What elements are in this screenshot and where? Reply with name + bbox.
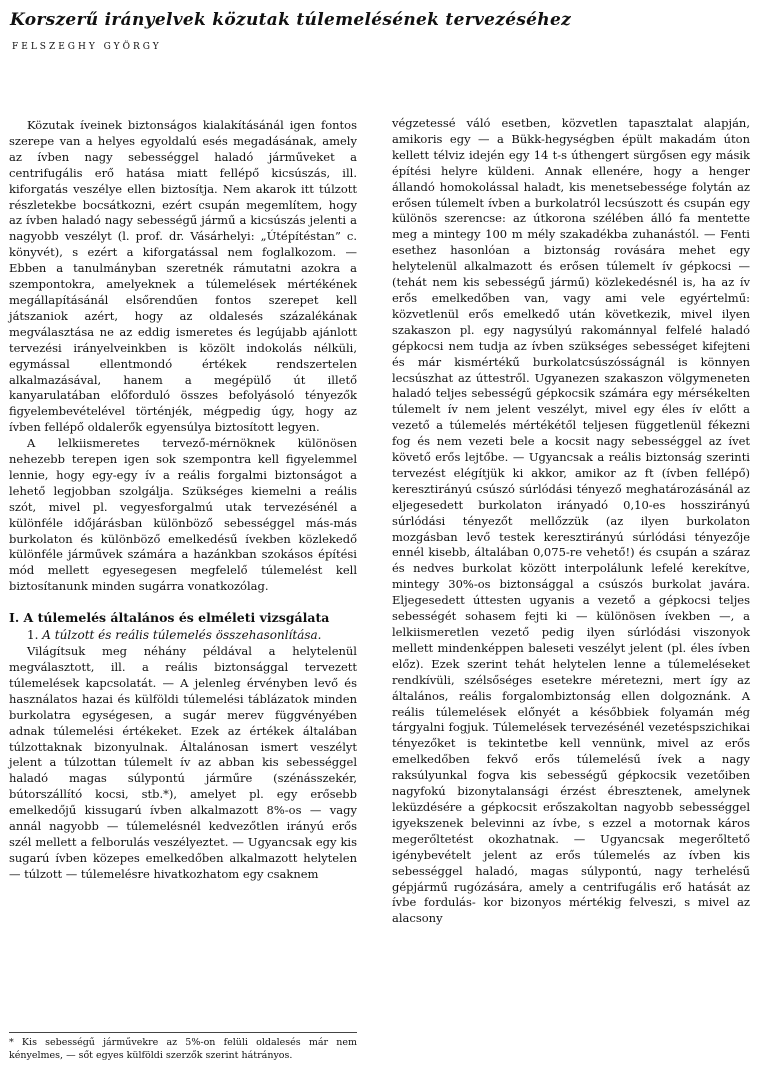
author-name: FELSZEGHY GYÖRGY — [12, 42, 162, 52]
body-paragraph: végzetessé váló esetben, közvetlen tapasztalat alapján, amikoris egy — a Bükk-hegységben épült makadám úton kellett télviz idején egy 14 t-s úthengert sürgősen egy másik építési helyre küldeni. Annak ellenére, hogy a henger állandó homokolással haladt, kis menetsebessége folytán az erősen túlemelt ívben a burkolatról lecsúszott és csupán egy különös szerencse: az útkorona szélében álló fa mentette meg a mintegy 100 m mély szakadékba zuhanástól. — Fenti esethez hasonlóan a biztonság rovására mehet egy helytelenül alkalmazott és erősen túlemelt ív gépkocsi — (tehát nem kis sebességű jármű) közlekedésnél is, ha az ív erős emelkedőben van, vagy ami vele egyértelmű: közvetlenül erős emelkedő után következik, mivel ilyen szakaszon pl. egy nagysúlyú rakománnyal felfelé haladó gépkocsi nem tudja az ívben szükséges sebességet kifejteni és már kismértékű burkolatcsúszósságnál is könnyen lecsúszhat az úttestről. Ugyanezen szakaszon völgymeneten haladó teljes sebességű gépkocsik számára egy mérsékelten túlemelt ív nem jelent veszélyt, mivel egy éles ív előtt a vezető a túlemelés mértékétől teljesen függetlenül fékezni fog és nem vezeti bele a kocsit nagy sebességgel az ívet követő erős lejtőbe. — Ugyancsak a reális biztonság szerinti tervezést elégítjük ki akkor, amikor az ft (ívben fellépő) keresztirányú csúszó súrlódási tényező meghatározásánál az eljegesedett burkolaton irányadó 0,10-es hosszirányú súrlódási tényezőt mellőzzük (az ilyen burkolaton mozgásban levő testek keresztirányú súrlódási tényezője ennél kisebb, általában 0,075-re vehető!) és csupán a száraz és nedves burkolat között interpolálunk lefelé kerekítve, mintegy 30%-os biztonsággal a csúszós burkolat javára. Eljegesedett úttesten ugyanis a vezető a gépkocsi teljes sebességét sohasem fejti ki — különösen ívekben —, a lelkiismeretlen vezető pedig ilyen súrlódási viszonyok mellett mindenképpen baleseti veszélyt jelent (pl. éles ívben előz). Ezek szerint tehát helytelen lenne a túlemeléseket rendkívüli, szélsőséges esetekre méretezni, mert így az általános, reális forgalombiztonság ellen dolgoznánk. A reális túlemelések előnyét a későbbiek folyamán még tárgyalni fogjuk. Túlemelések tervezésénél vezetéspszichikai tényezőket is tekintetbe kell vennünk, mivel az erős emelkedőben fekvő erős túlemelésű ívek a nagy raksúlyunkal fogva kis sebességű gépkocsik vezetőiben nagyfokú bizonytalansági érzést ébresztenek, amelynek leküzdésére a gépkocsit erőszakoltan nagyobb sebességgel igyekszenek belevinni az ívbe, s ezzel a motornak káros megerőltetést okozhatnak. — Ugyancsak megerőltető igénybevételt jelent az erős túlemelés az ívben kis sebességgel haladó, magas súlypontú, nagy terhelésű gépjármű rugózására, amely a centrifugális erő hatását az ívbe fordulás- kor bizonyos mértékig felveszi, s mivel az alacsony — [392, 116, 750, 926]
article-title: Korszerű irányelvek közutak túlemelésének tervezéséhez — [10, 10, 572, 30]
sub-heading-number: 1. — [27, 628, 39, 643]
footnote: * Kis sebességű járművekre az 5%-on felüli oldalesés már nem kényelmes, — sőt egyes külföldi szerzők szerint hátrányos. — [9, 1037, 357, 1061]
left-column — [9, 118, 357, 883]
sub-heading-text: A túlzott és reális túlemelés összehasonlítása. — [42, 628, 322, 643]
footnote-divider — [9, 1032, 357, 1033]
section-heading: I. A túlemelés általános és elméleti vizsgálata — [9, 610, 330, 626]
sub-heading — [9, 628, 357, 644]
body-paragraph: A lelkiismeretes tervező-mérnöknek különösen nehezebb terepen igen sok szempontra kell figyelemmel lennie, hogy egy-egy ív a reális forgalmi biztonságot a lehető legjobban szolgálja. Szükséges kiemelni a reális szót, mivel pl. vegyesforgalmú utak tervezésénél a különféle időjárásban különböző sebességgel más-más burkolaton és különböző emelkedésű ívekben közlekedő különféle járművek számára a hazánkban szokásos építési mód mellett egyesegesen megfelelő túlemelést kell biztosítanunk minden sugárra vonatkozólag. — [9, 436, 357, 594]
right-column — [392, 116, 750, 927]
body-paragraph: Világítsuk meg néhány példával a helytelenül megválasztott, ill. a reális biztonsággal tervezett túlemelések kapcsolatát. — A jelenleg érvényben levő és használatos hazai és külföldi túlemelési táblázatok minden burkolatra egységesen, a sugár merev függvényében adnak túlemelési értékeket. Ezek az értékek általában túlzottaknak bizonyulnak. Általánosan ismert veszélyt jelent a túlzottan túlemelt ív az abban kis sebességgel haladó magas súlypontú járműre (szénásszekér, bútorszállító kocsi, stb.*), amelyet pl. egy erősebb emelkedőjű kissugarú ívben alkalmazott 8%-os — vagy annál nagyobb — túlemelésnél kedvezőtlen irányú erős szél mellett a felborulás veszélyeztet. — Ugyancsak egy kis sugarú ívben közepes emelkedőben alkalmazott helytelen — túlzott — túlemelésre hivatkozhatom egy csaknem — [9, 644, 357, 881]
body-paragraph: Közutak íveinek biztonságos kialakításánál igen fontos szerepe van a helyes egyoldalú esés megadásának, amely az ívben nagy sebességgel haladó járműveket a centrifugális erő hatása miatt fellépő kicsúszás, ill. kiforgatás veszélye ellen biztosítja. Nem akarok itt túlzott részletekbe bocsátkozni, ezért csupán megemlítem, hogy az ívben haladó nagy sebességű jármű a kicsúszás jelenti a nagyobb veszélyt (l. prof. dr. Vásárhelyi: „Útépítéstan” c. könyvét), s ezért a kiforgatással nem foglalkozom. — Ebben a tanulmányban szeretnék rámutatni azokra a szempontokra, amelyeknek a túlemelések mértékének megállapításánál elsőrendűen fontos szerepet kell játszaniok azért, hogy az oldalesés százalékának megválasztása ne az eddig ismeretes és legújabb ajánlott tervezési irányelveinkben is közölt indokolás nélküli, egymással ellentmondó értékek rendszertelen alkalmazásával, hanem a megépülő út illető kanyarulatában előforduló összes befolyásoló tényezők figyelembevételével történjék, mégpedig úgy, hogy az ívben fellépő oldalerők egyensúlya biztosított legyen. — [9, 118, 357, 435]
